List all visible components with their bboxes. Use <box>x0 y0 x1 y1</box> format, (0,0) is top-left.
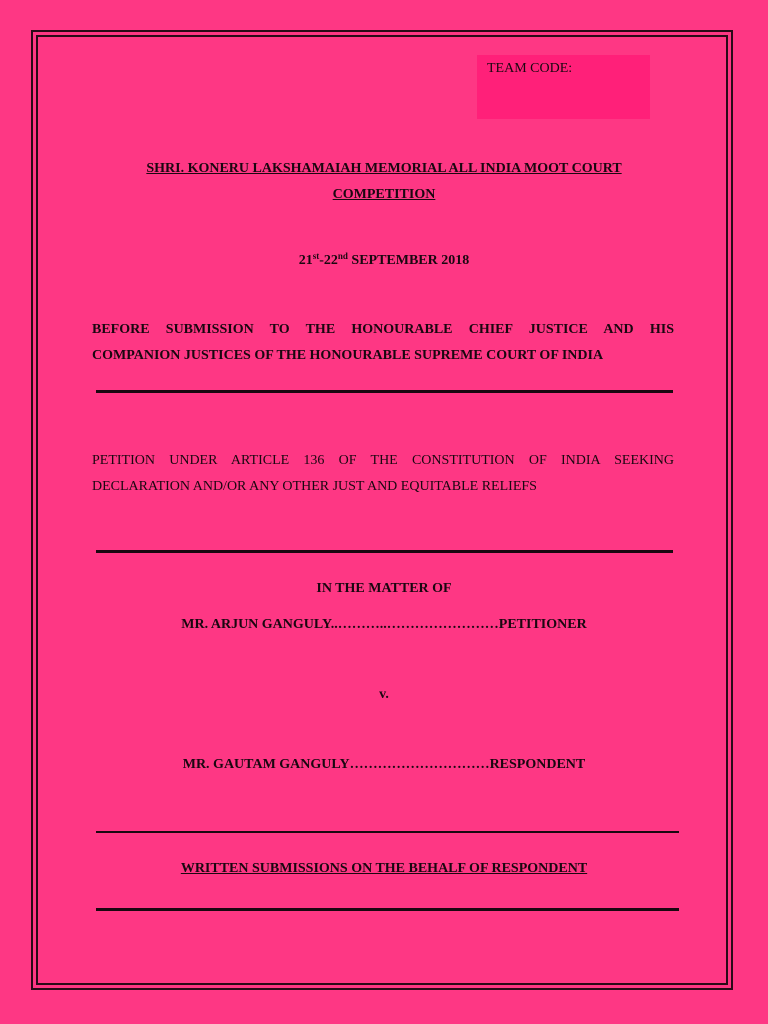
respondent-line: MR. GAUTAM GANGULY…………………………RESPONDENT <box>182 757 586 772</box>
written-submissions-title: WRITTEN SUBMISSIONS ON THE BEHALF OF RESPONDENT <box>180 861 588 876</box>
court-heading <box>92 317 674 369</box>
court-heading-line2: COMPANION JUSTICES OF THE HONOURABLE SUPREME COURT OF INDIA <box>92 348 604 363</box>
petition-line2: DECLARATION AND/OR ANY OTHER JUST AND EQUITABLE RELIEFS <box>92 479 537 494</box>
petitioner-line: MR. ARJUN GANGULY..………..……………………PETITIONER <box>181 617 587 632</box>
divider-1 <box>96 390 673 393</box>
versus: v. <box>379 687 389 702</box>
petition-line1: PETITION UNDER ARTICLE 136 OF THE CONSTITUTION OF INDIA SEEKING <box>92 453 674 468</box>
team-code-label: TEAM CODE: <box>487 61 573 76</box>
competition-title-line1: SHRI. KONERU LAKSHAMAIAH MEMORIAL ALL INDIA MOOT COURT <box>146 161 622 176</box>
competition-date: 21st-22nd SEPTEMBER 2018 <box>298 251 470 268</box>
team-code-box <box>477 55 650 119</box>
in-the-matter-heading: IN THE MATTER OF <box>316 581 452 596</box>
divider-4 <box>96 908 679 911</box>
court-heading-line1: BEFORE SUBMISSION TO THE HONOURABLE CHIEF JUSTICE AND HIS <box>92 322 674 337</box>
divider-2 <box>96 550 673 553</box>
competition-title <box>92 156 676 208</box>
petition-description <box>92 448 674 500</box>
divider-3 <box>96 831 679 833</box>
competition-title-line2: COMPETITION <box>332 187 436 202</box>
